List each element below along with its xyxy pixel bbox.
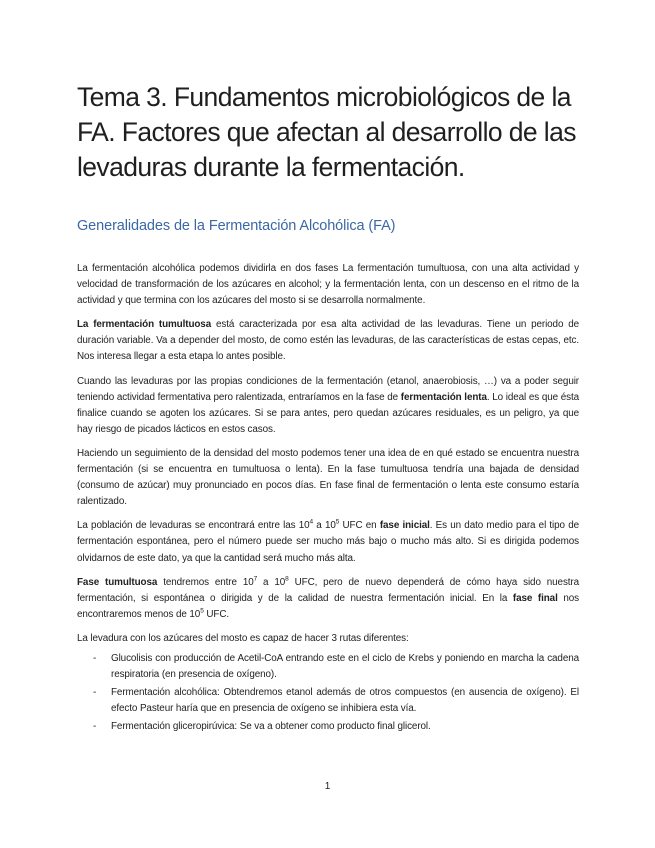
paragraph-text: UFC, pero de nuevo dependerá de cómo haya sido nuestra fermentación, si espontánea o dirigida y de la calidad de nuestra fermentación inicial. En la xyxy=(77,576,580,604)
paragraph-text: a 10 xyxy=(313,520,336,532)
paragraph-rutas xyxy=(77,631,579,647)
paragraph-densidad xyxy=(77,446,579,510)
section-heading: Generalidades de la Fermentación Alcohólica (FA) xyxy=(77,218,396,234)
list-item xyxy=(77,685,579,717)
list-item-text: Glucolisis con producción de Acetil-CoA entrando este en el ciclo de Krebs y poniendo en marcha la cadena respiratoria (en presencia de oxígeno). xyxy=(111,652,579,681)
paragraph-text: está caracterizada por esa alta actividad de las levaduras. Tiene un periodo de duración variable. Va a depender del mosto, de como estén las levaduras, de las características de estas cepas, etc. Nos interesa llegar a esta etapa lo antes posible. xyxy=(77,319,579,363)
superscript: 5 xyxy=(200,607,204,615)
paragraph-poblacion xyxy=(77,518,579,566)
paragraph-fase-tumultuosa xyxy=(77,575,579,623)
paragraph-text: UFC en xyxy=(339,520,380,532)
bold-term: fase inicial xyxy=(379,520,430,532)
paragraph-lenta xyxy=(77,374,579,438)
paragraph-text: UFC. xyxy=(203,608,230,620)
page-number: 1 xyxy=(324,781,331,792)
paragraph-text: Haciendo un seguimiento de la densidad del mosto podemos tener una idea de en qué estado se encuentra nuestra fermentación (si se encuentra en tumultuosa o lenta). En la fase tumultuosa tendría una bajada de densidad (consumo de azúcar) muy pronunciado en pocos días. En fase final de fermentación o lenta este consumo estaría ralentizado. xyxy=(77,447,579,508)
paragraph-text: nos encontraremos menos de 10 xyxy=(77,592,580,620)
bold-term: fermentación lenta xyxy=(400,391,487,403)
list-item-text: Fermentación gliceropirúvica: Se va a obtener como producto final glicerol. xyxy=(111,721,431,733)
paragraph-text: Cuando las levaduras por las propias condiciones de la fermentación (etanol, anaerobiosis, …) va a poder seguir teniendo actividad fermentativa pero ralentizada, entraríamos en la fase de xyxy=(77,375,579,403)
list-item xyxy=(77,719,579,735)
list-dash: - xyxy=(93,652,97,664)
paragraph-text: La levadura con los azúcares del mosto es capaz de hacer 3 rutas diferentes: xyxy=(77,632,409,644)
paragraph-text: . Lo ideal es que ésta finalice cuando se agoten los azúcares. Si se para antes, pero quedan azúcares residuales, es un peligro, ya que hay riesgo de picados lácticos en estos casos. xyxy=(77,391,579,435)
list-item xyxy=(77,651,579,683)
bold-term: fase final xyxy=(512,592,558,604)
paragraph-text: a 10 xyxy=(257,576,286,588)
list-dash: - xyxy=(93,721,97,733)
list-dash: - xyxy=(93,687,97,699)
paragraph-text: La población de levaduras se encontrará entre las 10 xyxy=(77,520,310,532)
document-body xyxy=(77,261,579,737)
superscript: 8 xyxy=(285,575,289,583)
superscript: 5 xyxy=(335,519,340,527)
rutas-list xyxy=(77,651,579,735)
paragraph-tumultuosa xyxy=(77,317,579,365)
paragraph-text: La fermentación alcohólica podemos dividirla en dos fases La fermentación tumultuosa, con una alta actividad y velocidad de transformación de los azúcares en alcohol; y la fermentación lenta, con un descenso en el ritmo de la actividad y que termina con los azúcares del mosto si se desarrolla normalmente. xyxy=(77,263,579,307)
list-item-text: Fermentación alcohólica: Obtendremos etanol además de otros compuestos (en ausencia de oxígeno). El efecto Pasteur haría que en presencia de oxígeno se inhibiera esta vía. xyxy=(111,687,579,715)
bold-term: La fermentación tumultuosa xyxy=(77,319,212,331)
bold-term: Fase tumultuosa xyxy=(77,576,158,588)
paragraph-fases xyxy=(77,261,579,309)
superscript: 7 xyxy=(253,575,258,583)
page-title: Tema 3. Fundamentos microbiológicos de la FA. Factores que afectan al desarrollo de las levaduras durante la fermentación. xyxy=(77,82,576,182)
paragraph-text: tendremos entre 10 xyxy=(157,576,254,588)
paragraph-text: . Es un dato medio para el tipo de fermentación espontánea, pero el número puede ser mucho más bajo o mucho más alto. Si es dirigida podemos olvidarnos de este dato, ya que la cantidad será mucho más alta. xyxy=(77,520,579,564)
superscript: 4 xyxy=(309,519,314,527)
